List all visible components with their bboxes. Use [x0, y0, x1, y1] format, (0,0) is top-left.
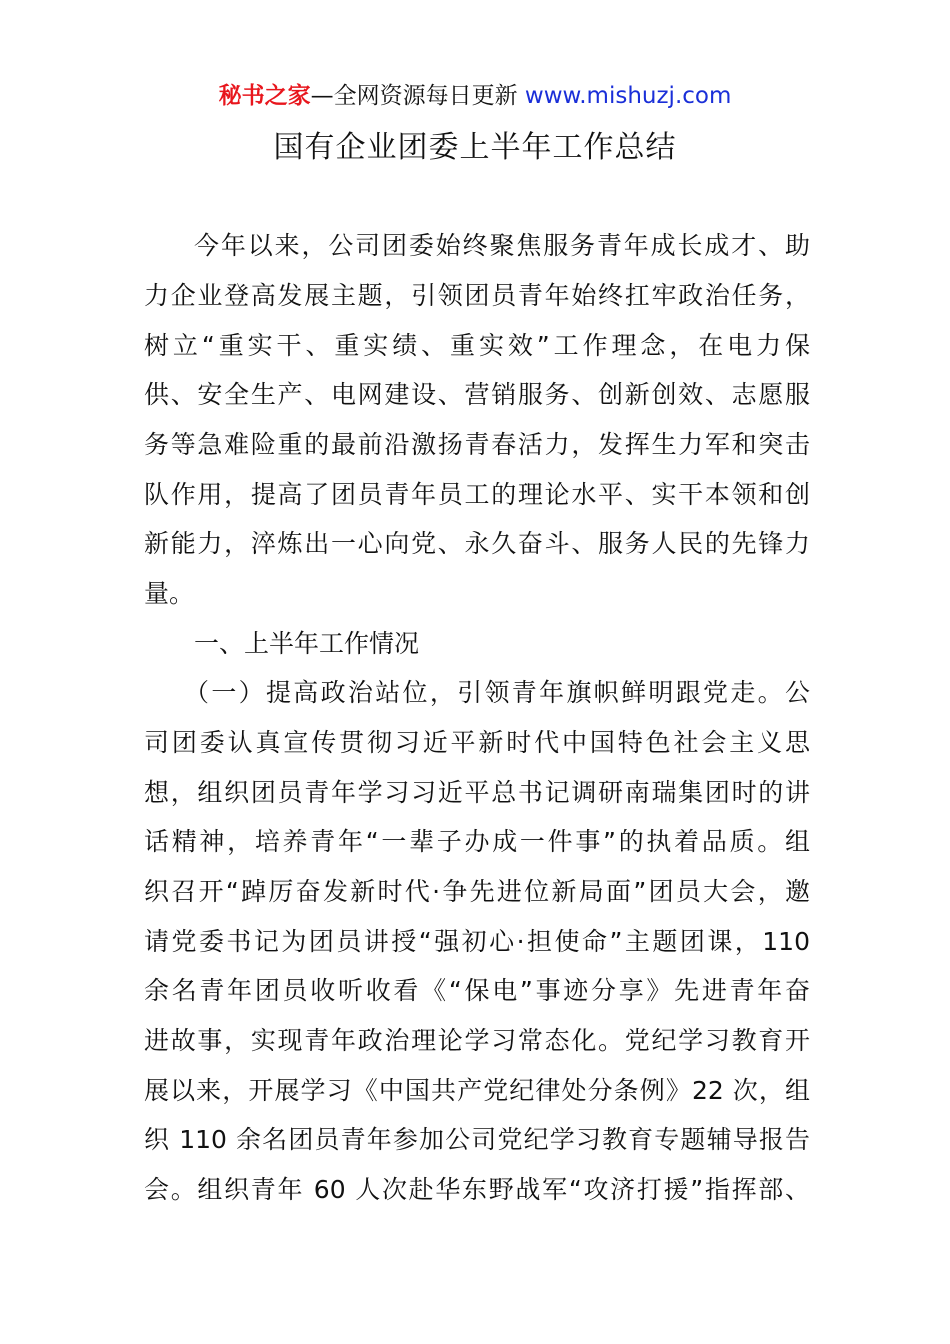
paragraph-line: 树立“重实干、重实绩、重实效”工作理念，在电力保: [144, 331, 810, 360]
paragraph-line: 司团委认真宣传贯彻习近平新时代中国特色社会主义思: [144, 728, 810, 757]
site-tagline: —全网资源每日更新: [310, 83, 525, 109]
paragraph-line: 请党委书记为团员讲授“强初心·担使命”主题团课，110: [144, 927, 810, 956]
site-brand: 秘书之家: [218, 83, 311, 109]
paragraph-line: 话精神，培养青年“一辈子办成一件事”的执着品质。组: [144, 827, 810, 856]
paragraph-line: 进故事，实现青年政治理论学习常态化。党纪学习教育开: [144, 1026, 810, 1055]
paragraph-line: 想，组织团员青年学习习近平总书记调研南瑞集团时的讲: [144, 778, 810, 807]
paragraph-line: 今年以来，公司团委始终聚焦服务青年成长成才、助: [194, 231, 810, 260]
site-header: [0, 80, 950, 112]
paragraph-line: 队作用，提高了团员青年员工的理论水平、实干本领和创: [144, 480, 810, 509]
paragraph-line: 新能力，淬炼出一心向党、永久奋斗、服务人民的先锋力: [144, 529, 810, 558]
paragraph-line: 供、安全生产、电网建设、营销服务、创新创效、志愿服: [144, 380, 810, 409]
paragraph-line: 务等急难险重的最前沿激扬青春活力，发挥生力军和突击: [144, 430, 810, 459]
subsection-line: （一）提高政治站位，引领青年旗帜鲜明跟党走。公: [184, 678, 810, 707]
paragraph-line: 织召开“踔厉奋发新时代·争先进位新局面”团员大会，邀: [144, 877, 810, 906]
paragraph-line: 量。: [144, 579, 195, 608]
paragraph-line: 余名青年团员收听收看《“保电”事迹分享》先进青年奋: [144, 976, 810, 1005]
site-url[interactable]: www.mishuzj.com: [524, 83, 732, 109]
section-heading: 一、上半年工作情况: [194, 629, 420, 658]
paragraph-line: 会。组织青年 60 人次赴华东野战军“攻济打援”指挥部、: [144, 1175, 810, 1204]
paragraph-line: 展以来，开展学习《中国共产党纪律处分条例》22 次，组: [144, 1076, 810, 1105]
document-title: 国有企业团委上半年工作总结: [273, 130, 677, 165]
paragraph-line: 织 110 余名团员青年参加公司党纪学习教育专题辅导报告: [144, 1125, 810, 1154]
paragraph-line: 力企业登高发展主题，引领团员青年始终扛牢政治任务，: [144, 281, 810, 310]
